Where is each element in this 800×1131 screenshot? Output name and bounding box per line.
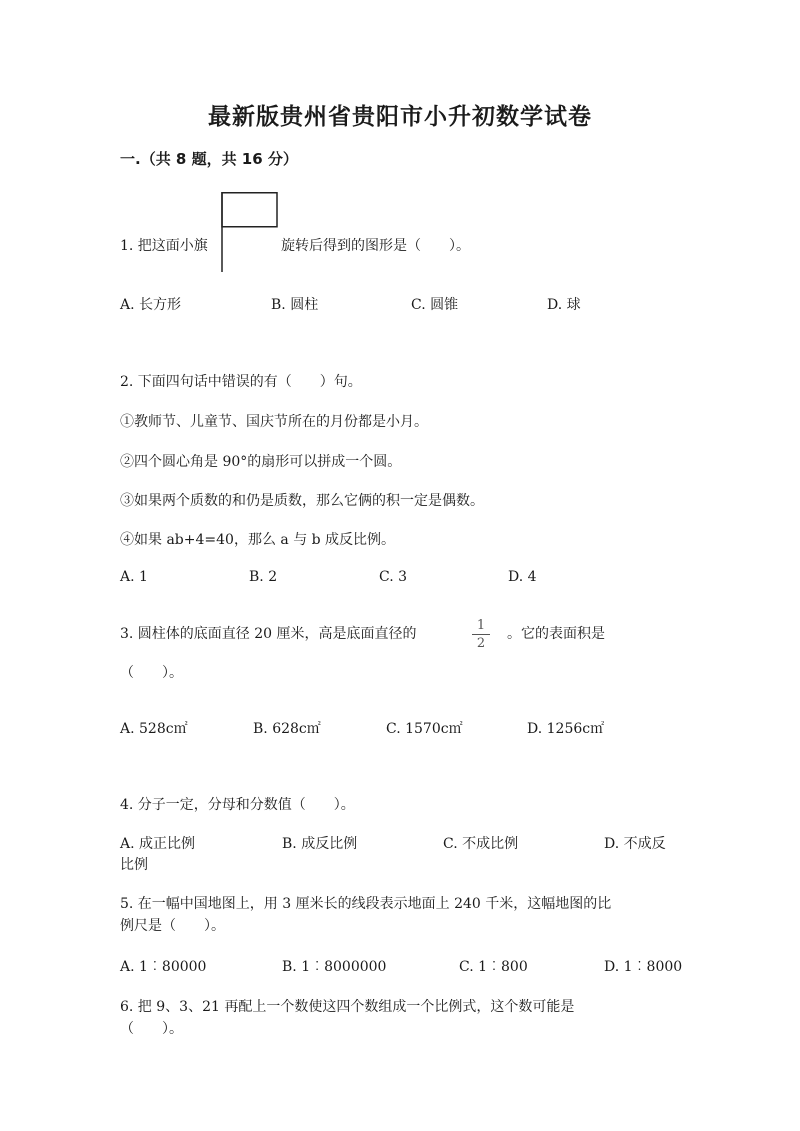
question-3-option-b: B. 628c㎡ xyxy=(253,721,321,737)
question-1-option-c: C. 圆锥 xyxy=(411,297,459,313)
question-3-text-a: 3. 圆柱体的底面直径 20 厘米，高是底面直径的 xyxy=(120,626,417,642)
question-2-statement-4: ④如果 ab+4=40，那么 a 与 b 成反比例。 xyxy=(120,532,396,548)
question-1-text-b: 旋转后得到的图形是（ ）。 xyxy=(281,238,470,254)
question-2-option-d: D. 4 xyxy=(508,569,537,585)
question-1-text-a: 1. 把这面小旗 xyxy=(120,238,208,254)
question-5-text-line-1: 5. 在一幅中国地图上，用 3 厘米长的线段表示地面上 240 千米，这幅地图的比 xyxy=(120,896,612,912)
question-2-option-c: C. 3 xyxy=(379,569,408,585)
question-4-option-d: D. 不成反 xyxy=(604,836,666,852)
section-heading: 一.（共 8 题，共 16 分） xyxy=(120,150,298,168)
question-3-option-c: C. 1570c㎡ xyxy=(386,721,463,737)
flag-figure xyxy=(221,192,281,274)
question-2-statement-2: ②四个圆心角是 90°的扇形可以拼成一个圆。 xyxy=(120,454,402,470)
question-5-text-line-2: 例尺是（ ）。 xyxy=(120,918,225,934)
question-2-text: 2. 下面四句话中错误的有（ ）句。 xyxy=(120,374,362,390)
fraction-denominator: 2 xyxy=(476,636,486,651)
question-4-option-d-wrap: 比例 xyxy=(120,857,148,873)
question-4-option-c: C. 不成比例 xyxy=(443,836,519,852)
question-4-option-a: A. 成正比例 xyxy=(120,836,196,852)
question-4-option-b: B. 成反比例 xyxy=(282,836,358,852)
question-5-option-a: A. 1︰80000 xyxy=(120,959,207,975)
question-1-option-a: A. 长方形 xyxy=(120,297,182,313)
question-6-text-line-1: 6. 把 9、3、21 再配上一个数使这四个数组成一个比例式，这个数可能是 xyxy=(120,999,575,1015)
question-2-statement-3: ③如果两个质数的和仍是质数，那么它俩的积一定是偶数。 xyxy=(120,493,484,509)
fraction-one-half xyxy=(472,619,490,650)
question-2-option-a: A. 1 xyxy=(120,569,148,585)
question-3-option-d: D. 1256c㎡ xyxy=(527,721,605,737)
page-title: 最新版贵州省贵阳市小升初数学试卷 xyxy=(208,104,592,130)
question-5-option-c: C. 1︰800 xyxy=(459,959,528,975)
question-2-option-b: B. 2 xyxy=(249,569,278,585)
question-5-option-d: D. 1︰8000 xyxy=(604,959,683,975)
question-3-text-c: （ ）。 xyxy=(120,665,183,681)
question-3-text-b: 。它的表面积是 xyxy=(507,626,605,642)
question-1-option-d: D. 球 xyxy=(547,297,581,313)
question-1-option-b: B. 圆柱 xyxy=(271,297,319,313)
question-5-option-b: B. 1︰8000000 xyxy=(282,959,387,975)
question-4-text: 4. 分子一定，分母和分数值（ ）。 xyxy=(120,797,355,813)
fraction-numerator: 1 xyxy=(476,618,486,633)
question-6-text-line-2: （ ）。 xyxy=(120,1021,183,1037)
question-2-statement-1: ①教师节、儿童节、国庆节所在的月份都是小月。 xyxy=(120,414,428,430)
question-3-option-a: A. 528c㎡ xyxy=(120,721,188,737)
